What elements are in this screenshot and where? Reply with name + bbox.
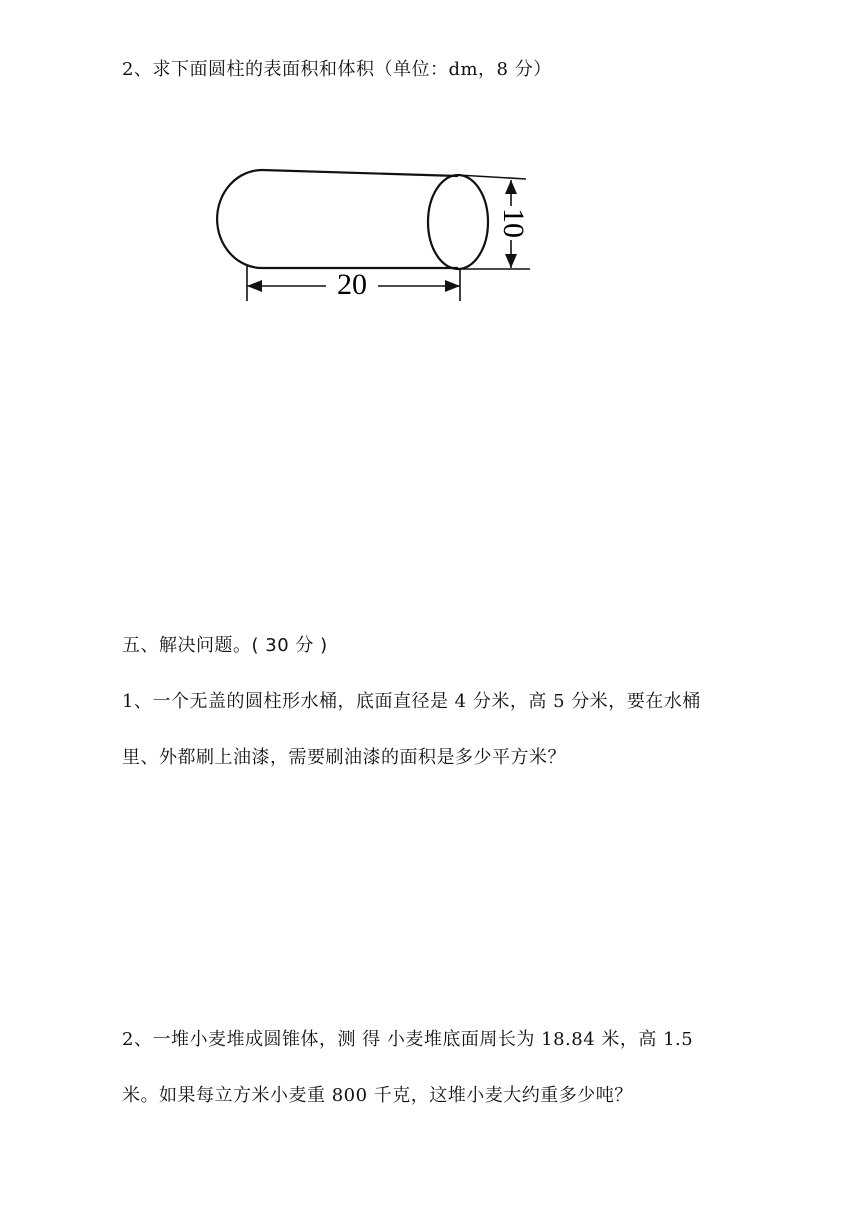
problem-2-line-1: 2、一堆小麦堆成圆锥体，测 得 小麦堆底面周长为 18.84 米，高 1.5 [122,1029,694,1050]
cylinder-diagram [200,158,540,308]
problem-1-line-2: 里、外都刷上油漆，需要刷油漆的面积是多少平方米？ [122,747,566,768]
cylinder-right-face [428,175,488,269]
section-5-heading: 五、解决问题。( 30 分 ) [122,635,328,656]
diameter-arrow-down [505,254,517,268]
problem-2-line-2: 米。如果每立方米小麦重 800 千克，这堆小麦大约重多少吨？ [122,1085,633,1106]
length-arrow-right [445,280,460,292]
diameter-arrow-up [505,180,517,194]
cylinder-left-end [217,170,262,268]
problem-1-line-1: 1、一个无盖的圆柱形水桶，底面直径是 4 分米，高 5 分米，要在水桶 [122,691,701,712]
length-label: 20 [337,267,367,301]
question-2-prompt: 2、求下面圆柱的表面积和体积（单位：dm，8 分） [122,59,552,80]
length-arrow-left [247,280,262,292]
diameter-label: 10 [497,208,531,238]
cylinder-top-edge [262,170,458,176]
